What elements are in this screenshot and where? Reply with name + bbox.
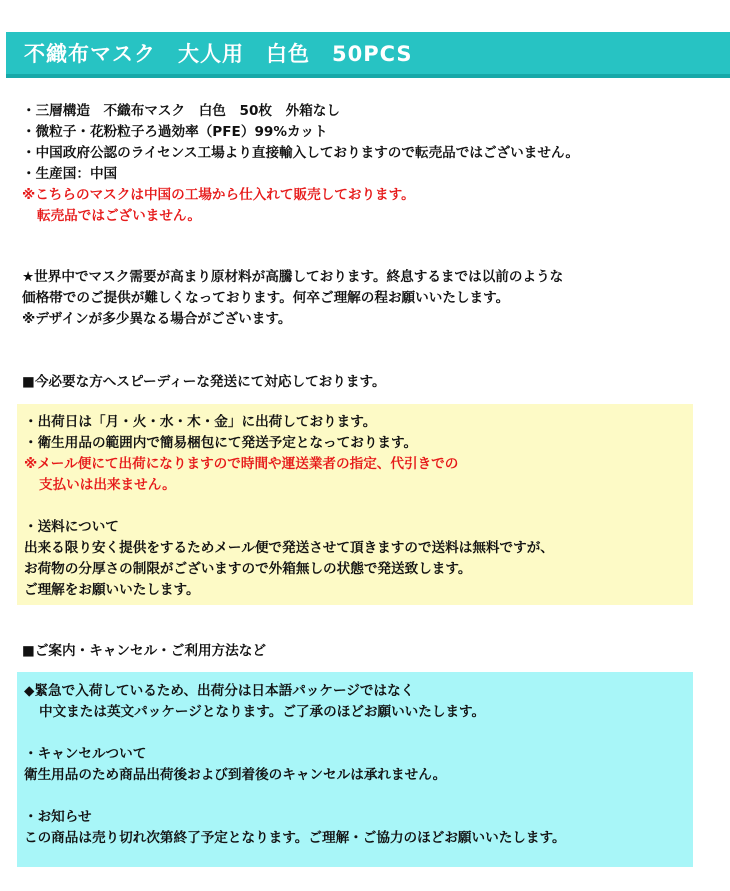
notice-section bbox=[22, 267, 722, 330]
guide-panel bbox=[17, 672, 693, 867]
cancel-line: 衛生用品のため商品出荷後および到着後のキャンセルは承れません。 bbox=[24, 767, 447, 783]
shipping-panel bbox=[17, 404, 693, 605]
title-banner bbox=[6, 32, 730, 78]
product-info-line: ・三層構造 不織布マスク 白色 50枚 外箱なし bbox=[22, 103, 340, 119]
shipping-line: ・衛生用品の範囲内で簡易梱包にて発送予定となっております。 bbox=[24, 435, 418, 451]
guide-heading-block bbox=[22, 641, 722, 662]
package-line: ◆緊急で入荷しているため、出荷分は日本語パッケージではなく bbox=[24, 683, 415, 699]
notice-line: ※デザインが多少異なる場合がございます。 bbox=[22, 311, 292, 327]
product-info-line: ・中国政府公認のライセンス工場より直接輸入しておりますので転売品ではございません。 bbox=[22, 145, 579, 161]
notice-line: ★世界中でマスク需要が高まり原材料が高騰しております。終息するまでは以前のような bbox=[22, 269, 564, 285]
product-info-line: ・生産国：中国 bbox=[22, 166, 118, 182]
shipping-heading-block bbox=[22, 372, 722, 393]
spacer bbox=[24, 786, 693, 807]
page-title: 不織布マスク 大人用 白色 50PCS bbox=[24, 42, 413, 66]
postage-line: お荷物の分厚さの制限がございますので外箱無しの状態で発送致します。 bbox=[24, 561, 472, 577]
product-info-section bbox=[22, 101, 722, 227]
spacer bbox=[24, 723, 693, 744]
product-warning-line: ※こちらのマスクは中国の工場から仕入れて販売しております。 bbox=[22, 187, 415, 203]
product-warning-line: 転売品ではございません。 bbox=[37, 208, 201, 224]
spacer bbox=[24, 496, 693, 517]
notice-line: 価格帯でのご提供が難しくなっております。何卒ご理解の程お願いいたします。 bbox=[22, 290, 510, 306]
shipping-heading: ■今必要な方へスピーディーな発送にて対応しております。 bbox=[22, 374, 386, 390]
shipping-line: ・出荷日は「月・火・水・木・金」に出荷しております。 bbox=[24, 414, 377, 430]
package-line: 中文または英文パッケージとなります。ご了承のほどお願いいたします。 bbox=[39, 704, 486, 720]
shipping-warning-line: 支払いは出来ません。 bbox=[39, 477, 176, 493]
postage-line: ご理解をお願いいたします。 bbox=[24, 582, 200, 598]
cancel-heading: ・キャンセルついて bbox=[24, 746, 147, 762]
product-info-line: ・微粒子・花粉粒子ろ過効率（PFE）99%カット bbox=[22, 124, 328, 140]
shipping-warning-line: ※メール便にて出荷になりますので時間や運送業者の指定、代引きでの bbox=[24, 456, 459, 472]
postage-line: 出来る限り安く提供をするためメール便で発送させて頂きますので送料は無料ですが、 bbox=[24, 540, 554, 556]
postage-heading: ・送料について bbox=[24, 519, 119, 535]
guide-heading: ■ご案内・キャンセル・ご利用方法など bbox=[22, 643, 266, 659]
news-heading: ・お知らせ bbox=[24, 809, 92, 825]
news-line: この商品は売り切れ次第終了予定となります。ご理解・ご協力のほどお願いいたします。 bbox=[24, 830, 566, 846]
